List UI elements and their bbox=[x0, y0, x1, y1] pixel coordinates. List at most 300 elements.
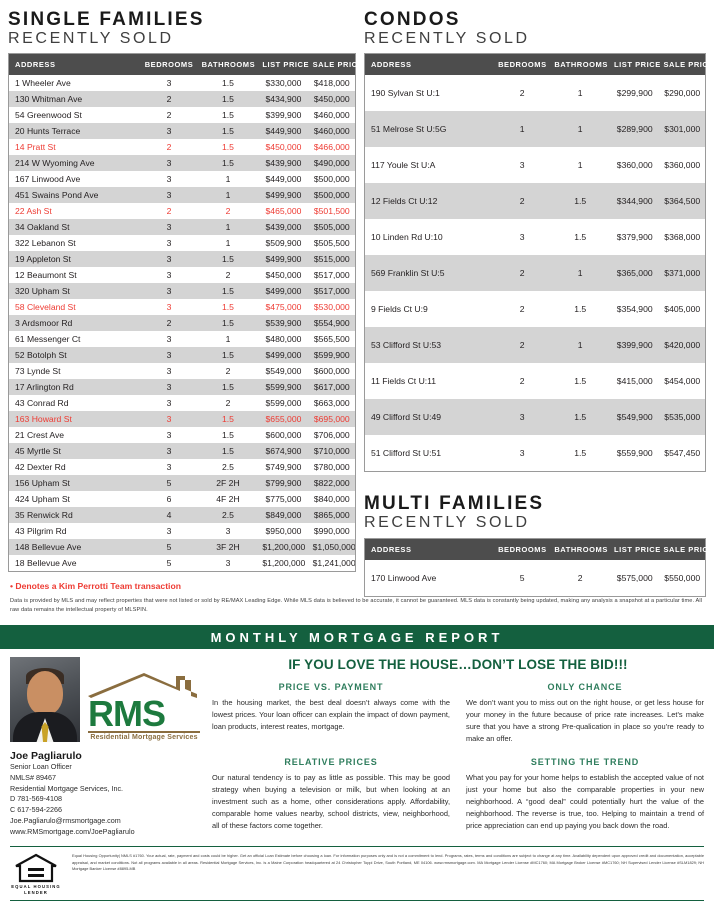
cell-bathrooms: 4F 2H bbox=[216, 494, 240, 505]
cell-bedrooms: 6 bbox=[166, 494, 172, 505]
cell-address: 12 Beaumont St bbox=[15, 270, 77, 281]
cell-list-price: $1,200,000 bbox=[258, 539, 308, 555]
cell-address: 53 Clifford St U:53 bbox=[364, 327, 494, 363]
cell-list-price: $499,900 bbox=[258, 251, 308, 267]
table-row[interactable] bbox=[9, 107, 356, 123]
table-row[interactable] bbox=[9, 235, 356, 251]
cell-list-price: $344,900 bbox=[610, 183, 659, 219]
cell-bathrooms: 1.5 bbox=[221, 430, 234, 441]
articles-gap bbox=[212, 745, 704, 757]
multi-families-table bbox=[364, 538, 714, 597]
cell-bathrooms: 3 bbox=[225, 558, 231, 569]
cell-address: 12 Fields Ct U:12 bbox=[364, 183, 494, 219]
cell-bedrooms: 5 bbox=[519, 572, 525, 583]
cell-list-price: $439,000 bbox=[258, 219, 308, 235]
cell-list-price: $674,900 bbox=[258, 443, 308, 459]
cell-list-price: $449,000 bbox=[265, 174, 302, 185]
agent-company: Residential Mortgage Services, Inc. bbox=[10, 783, 124, 793]
cell-bathrooms: 1 bbox=[225, 334, 231, 345]
cell-address: 130 Whitman Ave bbox=[9, 91, 141, 107]
single-families-subtitle: RECENTLY SOLD bbox=[8, 29, 174, 47]
cell-address: 424 Upham St bbox=[15, 494, 70, 505]
cell-address: 61 Messenger Ct bbox=[15, 334, 81, 345]
table-row[interactable] bbox=[364, 255, 705, 291]
cell-address: 54 Greenwood St bbox=[15, 110, 82, 121]
cell-address: 45 Myrtle St bbox=[9, 443, 141, 459]
table-row[interactable] bbox=[9, 395, 356, 411]
cell-list-price: $950,000 bbox=[265, 526, 302, 537]
cell-list-price: $439,900 bbox=[258, 155, 308, 171]
cell-list-price: $775,000 bbox=[265, 494, 302, 505]
cell-bedrooms: 3 bbox=[140, 251, 197, 267]
cell-list-price: $1,200,000 bbox=[262, 558, 306, 569]
cell-bedrooms: 2 bbox=[166, 110, 172, 121]
cell-address: 11 Fields Ct U:11 bbox=[370, 376, 437, 387]
cell-bedrooms: 5 bbox=[166, 558, 172, 569]
table-row[interactable] bbox=[9, 331, 356, 347]
cell-list-price: $539,900 bbox=[258, 315, 308, 331]
multi-families-section bbox=[363, 493, 714, 596]
cell-bathrooms: 1.5 bbox=[198, 411, 259, 427]
table-row[interactable] bbox=[9, 219, 356, 235]
cell-bathrooms: 1.5 bbox=[221, 78, 234, 89]
cell-bathrooms: 1 bbox=[198, 187, 259, 203]
cell-list-price: $434,900 bbox=[258, 91, 308, 107]
cell-bedrooms: 1 bbox=[494, 111, 550, 147]
table-header-row bbox=[9, 54, 356, 76]
table-row[interactable] bbox=[9, 171, 356, 187]
cell-sale-price: $550,000 bbox=[664, 572, 701, 583]
cell-sale-price: $1,241,000 bbox=[312, 558, 356, 569]
equal-housing-label: EQUAL HOUSING bbox=[11, 883, 61, 889]
cell-sale-price: $301,000 bbox=[659, 111, 705, 147]
cell-list-price: $499,000 bbox=[258, 283, 308, 299]
mortgage-headline: IF YOU LOVE THE HOUSE…DON’T LOSE THE BID!!! bbox=[288, 657, 628, 673]
cell-bedrooms: 3 bbox=[166, 270, 172, 281]
cell-bedrooms: 3 bbox=[519, 448, 525, 459]
cell-list-price: $599,000 bbox=[265, 398, 302, 409]
col-header-bathrooms: BATHROOMS bbox=[550, 54, 610, 76]
cell-bedrooms: 3 bbox=[140, 411, 197, 427]
cell-address: 49 Clifford St U:49 bbox=[364, 399, 494, 435]
agent-direct-phone[interactable]: D 781-569-4108 bbox=[10, 794, 62, 804]
single-families-body bbox=[9, 75, 356, 572]
cell-bedrooms: 3 bbox=[166, 238, 172, 249]
col-header-address: ADDRESS bbox=[9, 54, 141, 76]
condos-subtitle: RECENTLY SOLD bbox=[363, 29, 530, 47]
article-body: Our natural tendency is to pay as little as possible. This may be good strategy when buying a television or milk, but when looking at an investment such as a home, other considerations apply. Affordability, comparable home values nearby, school districts, view, neighborhood, all of these factors come together. bbox=[212, 773, 450, 830]
article-heading: ONLY CHANCE bbox=[547, 682, 623, 693]
cell-bedrooms: 3 bbox=[166, 366, 172, 377]
table-row[interactable] bbox=[364, 363, 705, 399]
cell-sale-price: $706,000 bbox=[313, 430, 350, 441]
cell-address: 190 Sylvan St U:1 bbox=[370, 88, 440, 99]
table-row[interactable] bbox=[9, 267, 356, 283]
cell-bathrooms: 1.5 bbox=[198, 283, 259, 299]
cell-bedrooms: 5 bbox=[140, 475, 197, 491]
article-heading: PRICE VS. PAYMENT bbox=[278, 682, 384, 693]
article-relative-prices bbox=[212, 757, 450, 832]
agent-branding-row bbox=[10, 657, 206, 742]
table-row[interactable] bbox=[364, 147, 705, 183]
cell-bathrooms: 1.5 bbox=[198, 443, 259, 459]
cell-list-price: $549,000 bbox=[265, 366, 302, 377]
table-row[interactable] bbox=[364, 291, 705, 327]
cell-address: 569 Franklin St U:5 bbox=[364, 255, 494, 291]
cell-sale-price: $599,900 bbox=[309, 347, 356, 363]
cell-list-price: $450,000 bbox=[265, 270, 302, 281]
condos-table bbox=[364, 53, 714, 472]
cell-list-price: $559,900 bbox=[616, 448, 653, 459]
table-row[interactable] bbox=[9, 187, 356, 203]
cell-bathrooms: 1.5 bbox=[198, 91, 259, 107]
cell-list-price: $299,900 bbox=[616, 88, 653, 99]
cell-bedrooms: 3 bbox=[166, 78, 172, 89]
cell-bedrooms: 3 bbox=[140, 379, 197, 395]
table-row[interactable] bbox=[9, 347, 356, 363]
table-row[interactable] bbox=[9, 139, 356, 155]
table-row[interactable] bbox=[9, 91, 356, 107]
agent-nmls: NMLS# 89467 bbox=[10, 772, 56, 782]
article-heading: SETTING THE TREND bbox=[530, 757, 640, 768]
table-row[interactable] bbox=[9, 363, 356, 379]
cell-address: 163 Howard St bbox=[9, 411, 141, 427]
cell-sale-price: $505,000 bbox=[309, 219, 356, 235]
cell-bedrooms: 3 bbox=[166, 526, 172, 537]
cell-sale-price: $420,000 bbox=[659, 327, 705, 363]
cell-address: 117 Youle St U:A bbox=[370, 160, 436, 171]
table-row[interactable] bbox=[9, 75, 356, 91]
cell-address: 34 Oakland St bbox=[9, 219, 141, 235]
mortgage-articles-row-2 bbox=[212, 757, 704, 832]
article-heading: RELATIVE PRICES bbox=[284, 757, 378, 768]
cell-address: 214 W Wyoming Ave bbox=[9, 155, 141, 171]
cell-bathrooms: 1 bbox=[577, 88, 583, 99]
cell-list-price: $499,900 bbox=[258, 187, 308, 203]
table-row[interactable] bbox=[9, 155, 356, 171]
cell-sale-price: $565,500 bbox=[313, 334, 350, 345]
cell-bedrooms: 3 bbox=[140, 443, 197, 459]
multi-families-title: MULTI FAMILIES bbox=[363, 493, 545, 515]
col-header-address: ADDRESS bbox=[364, 538, 494, 560]
cell-list-price: $379,900 bbox=[616, 232, 653, 243]
mortgage-articles-panel bbox=[206, 657, 704, 838]
cell-sale-price: $500,000 bbox=[313, 174, 350, 185]
cell-bathrooms: 2 bbox=[225, 206, 231, 217]
col-header-list-price: LIST PRICE bbox=[610, 54, 659, 76]
footer-disclosure: Equal Housing Opportunity| NMLS #1760. Your actual, rate, payment and costs could be higher. Get an official Loan Estimate before choosing a loan. For information purposes only and is not a commitment to lend. Programs, rates, terms and conditions are subject to change at any time. Availability dependent upon approved credit and documentation, acceptable appraisal, and market conditions. Not all programs available in all areas. Residential Mortgage Services, Inc. is a Maine Corporation headquartered at 24 Christopher Toppi Drive, South Portland, ME 04106. www.rmsmortgage.com. MA Mortgage Lender License #MC1760; MA Mortgage Broker License #MC1760; NH Supervised Lender License #SLM1829; NH Mortgage Banker License #8895-MB bbox=[72, 852, 704, 872]
cell-bathrooms: 1.5 bbox=[574, 304, 587, 315]
cell-sale-price: $695,000 bbox=[309, 411, 356, 427]
cell-list-price: $449,900 bbox=[258, 123, 308, 139]
cell-sale-price: $501,500 bbox=[313, 206, 350, 217]
cell-bathrooms: 1.5 bbox=[550, 399, 610, 435]
cell-address: 17 Arlington Rd bbox=[9, 379, 141, 395]
cell-bedrooms: 3 bbox=[166, 430, 172, 441]
cell-address: 73 Lynde St bbox=[15, 366, 61, 377]
cell-bedrooms: 3 bbox=[166, 334, 172, 345]
cell-bathrooms: 3F 2H bbox=[198, 539, 259, 555]
table-row[interactable] bbox=[9, 283, 356, 299]
cell-address: 43 Conrad Rd bbox=[15, 398, 69, 409]
table-row[interactable] bbox=[364, 399, 705, 435]
cell-bedrooms: 2 bbox=[519, 376, 525, 387]
condos-title: CONDOS bbox=[363, 9, 461, 30]
table-row[interactable] bbox=[9, 379, 356, 395]
cell-address: 14 Pratt St bbox=[15, 142, 56, 153]
single-families-title: SINGLE FAMILIES bbox=[8, 9, 205, 30]
cell-bedrooms: 3 bbox=[166, 302, 172, 313]
table-row[interactable] bbox=[9, 123, 356, 139]
cell-sale-price: $535,000 bbox=[659, 399, 705, 435]
cell-bedrooms: 5 bbox=[140, 539, 197, 555]
table-row[interactable] bbox=[9, 411, 356, 427]
article-price-vs-payment bbox=[212, 682, 450, 745]
cell-address: 20 Hunts Terrace bbox=[9, 123, 141, 139]
cell-bathrooms: 1 bbox=[550, 111, 610, 147]
cell-bathrooms: 1.5 bbox=[221, 302, 234, 313]
equal-housing-icon bbox=[14, 853, 58, 883]
cell-bedrooms: 2 bbox=[494, 183, 550, 219]
table-row[interactable] bbox=[364, 219, 705, 255]
agent-website[interactable]: www.RMSmortgage.com/JoePagliarulo bbox=[10, 826, 135, 836]
cell-list-price: $475,000 bbox=[265, 302, 302, 313]
cell-bathrooms: 1.5 bbox=[550, 183, 610, 219]
cell-sale-price: $290,000 bbox=[664, 88, 701, 99]
rms-logo bbox=[88, 657, 200, 741]
table-row[interactable] bbox=[9, 251, 356, 267]
cell-bathrooms: 2F 2H bbox=[198, 475, 259, 491]
article-body: We don’t want you to miss out on the right house, or get less house for your money in the future because of price rate increases. Let’s make sure that you have a strong Pre-qualication in place so you’re ready to make an offer. bbox=[466, 698, 704, 744]
cell-address: 10 Linden Rd U:10 bbox=[370, 232, 443, 243]
table-row[interactable] bbox=[9, 523, 356, 539]
cell-address: 35 Renwick Rd bbox=[9, 507, 141, 523]
cell-bathrooms: 1.5 bbox=[574, 376, 587, 387]
mortgage-report-body bbox=[0, 649, 714, 838]
cell-bathrooms: 1.5 bbox=[221, 110, 234, 121]
cell-bedrooms: 3 bbox=[140, 347, 197, 363]
cell-list-price: $600,000 bbox=[265, 430, 302, 441]
cell-sale-price: $405,000 bbox=[664, 304, 701, 315]
cell-bedrooms: 3 bbox=[140, 155, 197, 171]
cell-bathrooms: 1.5 bbox=[198, 379, 259, 395]
col-header-address: ADDRESS bbox=[364, 54, 494, 76]
cell-sale-price: $490,000 bbox=[309, 155, 356, 171]
cell-bathrooms: 1.5 bbox=[198, 155, 259, 171]
cell-address: 451 Swains Pond Ave bbox=[9, 187, 141, 203]
cell-list-price: $599,900 bbox=[258, 379, 308, 395]
loan-officer-panel bbox=[10, 657, 206, 838]
table-row[interactable] bbox=[9, 555, 356, 572]
cell-bedrooms: 3 bbox=[166, 398, 172, 409]
cell-sale-price: $1,050,000 bbox=[309, 539, 356, 555]
cell-address: 42 Dexter Rd bbox=[15, 462, 66, 473]
mortgage-report-band bbox=[0, 625, 714, 649]
cell-bedrooms: 3 bbox=[166, 462, 172, 473]
cell-bedrooms: 2 bbox=[494, 255, 550, 291]
article-only-chance bbox=[466, 682, 704, 745]
table-row[interactable] bbox=[9, 443, 356, 459]
lender-label: LENDER bbox=[24, 889, 48, 895]
cell-sale-price: $368,000 bbox=[664, 232, 701, 243]
table-row[interactable] bbox=[9, 459, 356, 475]
cell-bedrooms: 3 bbox=[519, 232, 525, 243]
mortgage-articles-row-1 bbox=[212, 682, 704, 745]
footer bbox=[0, 847, 714, 895]
cell-bathrooms: 1.5 bbox=[574, 232, 587, 243]
agent-email[interactable]: Joe.Pagliarulo@rmsmortgage.com bbox=[10, 816, 121, 826]
cell-sale-price: $371,000 bbox=[659, 255, 705, 291]
cell-list-price: $289,900 bbox=[610, 111, 659, 147]
cell-bathrooms: 1 bbox=[577, 160, 583, 171]
col-header-bedrooms: BEDROOMS bbox=[494, 538, 550, 560]
table-header-row bbox=[364, 538, 705, 560]
agent-title: Senior Loan Officer bbox=[10, 762, 72, 772]
cell-list-price: $365,000 bbox=[610, 255, 659, 291]
cell-bedrooms: 2 bbox=[519, 88, 525, 99]
cell-sale-price: $460,000 bbox=[313, 110, 350, 121]
cell-sale-price: $515,000 bbox=[309, 251, 356, 267]
cell-sale-price: $780,000 bbox=[313, 462, 350, 473]
cell-address: 156 Upham St bbox=[9, 475, 141, 491]
cell-bedrooms: 4 bbox=[140, 507, 197, 523]
cell-bathrooms: 2 bbox=[577, 572, 583, 583]
table-row[interactable] bbox=[364, 75, 705, 111]
table-row[interactable] bbox=[364, 183, 705, 219]
agent-cell-phone[interactable]: C 617-594-2266 bbox=[10, 805, 62, 815]
article-setting-the-trend bbox=[466, 757, 704, 832]
cell-sale-price: $547,450 bbox=[664, 448, 701, 459]
cell-address: 19 Appleton St bbox=[9, 251, 141, 267]
cell-sale-price: $840,000 bbox=[313, 494, 350, 505]
cell-list-price: $849,000 bbox=[258, 507, 308, 523]
table-row[interactable] bbox=[9, 491, 356, 507]
table-row[interactable] bbox=[364, 111, 705, 147]
cell-bathrooms: 2.5 bbox=[198, 507, 259, 523]
table-row[interactable] bbox=[9, 539, 356, 555]
col-header-sale-price: SALE PRICE bbox=[659, 538, 705, 560]
cell-address: 170 Linwood Ave bbox=[370, 572, 437, 583]
mls-disclaimer: Data is provided by MLS and may reflect properties that were not listed or sold by RE/MAX Leading Edge. While MLS data is believed to be accurate, it cannot be guaranteed. MLS data is constantly being updated, making any analysis a snapshot at a particular time. All raw data remains the intellectual property of MLSPIN. bbox=[10, 597, 703, 613]
cell-list-price: $465,000 bbox=[265, 206, 302, 217]
table-row[interactable] bbox=[364, 560, 705, 597]
table-row[interactable] bbox=[9, 203, 356, 219]
cell-list-price: $480,000 bbox=[265, 334, 302, 345]
cell-bedrooms: 3 bbox=[140, 123, 197, 139]
cell-address: 1 Wheeler Ave bbox=[15, 78, 71, 89]
cell-address: 320 Upham St bbox=[9, 283, 141, 299]
cell-sale-price: $865,000 bbox=[309, 507, 356, 523]
cell-bathrooms: 1.5 bbox=[198, 251, 259, 267]
cell-list-price: $799,900 bbox=[258, 475, 308, 491]
cell-bathrooms: 1.5 bbox=[221, 142, 234, 153]
cell-sale-price: $990,000 bbox=[313, 526, 350, 537]
table-row[interactable] bbox=[364, 435, 705, 472]
agent-name: Joe Pagliarulo bbox=[10, 750, 82, 763]
rms-logo-word: RMS bbox=[88, 693, 165, 735]
cell-sale-price: $530,000 bbox=[313, 302, 350, 313]
table-header-row bbox=[364, 54, 705, 76]
cell-sale-price: $500,000 bbox=[309, 187, 356, 203]
agent-photo bbox=[10, 657, 80, 742]
cell-address: 58 Cleveland St bbox=[15, 302, 76, 313]
cell-bathrooms: 3 bbox=[225, 526, 231, 537]
rms-roof-icon bbox=[88, 673, 200, 699]
cell-sale-price: $454,000 bbox=[664, 376, 701, 387]
cell-sale-price: $663,000 bbox=[313, 398, 350, 409]
cell-list-price: $330,000 bbox=[265, 78, 302, 89]
cell-list-price: $549,900 bbox=[610, 399, 659, 435]
article-body: In the housing market, the best deal doesn’t always come with the lowest prices. Your loan officer can explain the impact of down payment, loan products, interest reates, mortgage. bbox=[212, 698, 450, 732]
cell-address: 51 Melrose St U:5G bbox=[364, 111, 494, 147]
agent-photo-face bbox=[27, 671, 63, 715]
cell-address: 43 Pilgrim Rd bbox=[15, 526, 67, 537]
cell-sale-price: $466,000 bbox=[313, 142, 350, 153]
cell-sale-price: $617,000 bbox=[309, 379, 356, 395]
rms-logo-tagline: Residential Mortgage Services bbox=[88, 731, 200, 741]
table-row[interactable] bbox=[9, 315, 356, 331]
cell-bedrooms: 2 bbox=[140, 91, 197, 107]
table-row[interactable] bbox=[9, 507, 356, 523]
cell-bathrooms: 1 bbox=[550, 327, 610, 363]
multi-families-body bbox=[364, 560, 705, 597]
cell-bedrooms: 2 bbox=[166, 142, 172, 153]
col-header-bathrooms: BATHROOMS bbox=[550, 538, 610, 560]
table-row[interactable] bbox=[9, 427, 356, 443]
table-row[interactable] bbox=[9, 299, 356, 315]
cell-sale-price: $460,000 bbox=[309, 123, 356, 139]
cell-address: 22 Ash St bbox=[15, 206, 52, 217]
cell-bathrooms: 1.5 bbox=[198, 347, 259, 363]
cell-list-price: $360,000 bbox=[616, 160, 653, 171]
cell-bathrooms: 2.5 bbox=[221, 462, 234, 473]
table-row[interactable] bbox=[364, 327, 705, 363]
cell-bathrooms: 1.5 bbox=[198, 123, 259, 139]
cell-bathrooms: 2 bbox=[225, 270, 231, 281]
cell-address: 9 Fields Ct U:9 bbox=[370, 304, 428, 315]
cell-sale-price: $600,000 bbox=[313, 366, 350, 377]
cell-address: 322 Lebanon St bbox=[15, 238, 76, 249]
cell-bedrooms: 2 bbox=[519, 304, 525, 315]
equal-housing-lender-logo bbox=[10, 853, 62, 895]
col-header-bathrooms: BATHROOMS bbox=[198, 54, 259, 76]
cell-bathrooms: 1 bbox=[550, 255, 610, 291]
col-header-sale-price: SALE PRICE bbox=[659, 54, 705, 76]
col-header-bedrooms: BEDROOMS bbox=[494, 54, 550, 76]
col-header-list-price: LIST PRICE bbox=[610, 538, 659, 560]
cell-address: 3 Ardsmoor Rd bbox=[9, 315, 141, 331]
cell-sale-price: $517,000 bbox=[313, 270, 350, 281]
cell-bedrooms: 3 bbox=[519, 160, 525, 171]
single-families-section bbox=[8, 9, 364, 597]
table-row[interactable] bbox=[9, 475, 356, 491]
condos-section bbox=[363, 9, 714, 597]
cell-bathrooms: 1 bbox=[225, 174, 231, 185]
cell-bedrooms: 3 bbox=[166, 174, 172, 185]
cell-sale-price: $822,000 bbox=[309, 475, 356, 491]
mortgage-report-band-title: MONTHLY MORTGAGE REPORT bbox=[210, 629, 504, 645]
cell-sale-price: $554,900 bbox=[309, 315, 356, 331]
cell-sale-price: $517,000 bbox=[309, 283, 356, 299]
cell-list-price: $575,000 bbox=[616, 572, 653, 583]
cell-bedrooms: 2 bbox=[494, 327, 550, 363]
cell-address: 18 Bellevue Ave bbox=[15, 558, 77, 569]
article-body: What you pay for your home helps to establish the accepted value of not just your home but also the comparable properties in your new neighborhood. A “good deal” could potentially hurt the value of the neighborhood. The reverse is true, too. Helping to maintain a trend of price appreciation can end up paying you back down the road. bbox=[466, 773, 704, 830]
cell-bathrooms: 2 bbox=[225, 398, 231, 409]
cell-list-price: $749,900 bbox=[265, 462, 302, 473]
cell-bedrooms: 3 bbox=[140, 283, 197, 299]
cell-list-price: $399,900 bbox=[610, 327, 659, 363]
